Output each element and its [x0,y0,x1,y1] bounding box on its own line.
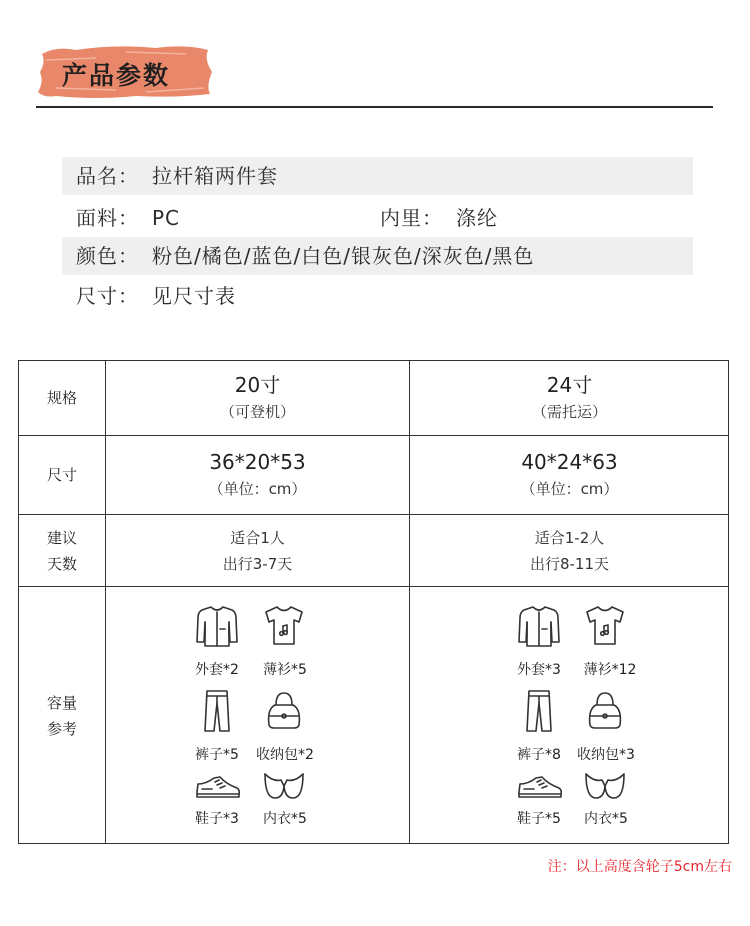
capacity-bra-label: 内衣*5 [263,811,307,827]
capacity-bag-label: 收纳包*3 [577,747,635,763]
param-name-label: 品名： [76,164,139,188]
row-header-capacity-line1: 容量 [46,693,77,712]
pants-icon [516,687,562,733]
capacity-shoes-label: 鞋子*5 [517,811,561,827]
capacity-tshirt-label: 薄衫*5 [263,662,307,678]
param-row-name [62,157,693,195]
spec-value: 24寸 [546,373,593,397]
title-divider [36,106,713,108]
page-title: 产品参数 [62,61,171,90]
row-header-days-line2: 天数 [46,554,77,573]
footnote: 注：以上高度含轮子5cm左右 [547,859,732,875]
param-row-size [62,277,693,315]
unit-note: （单位：cm） [208,480,307,498]
spec-note: （需托运） [531,403,607,421]
row-header-days [19,515,105,586]
row-header-spec [19,361,105,435]
bra-icon [582,762,628,808]
param-lining-value: 涤纶 [456,206,498,230]
days-value: 出行3-7天 [222,554,293,573]
param-name-value: 拉杆箱两件套 [152,164,278,188]
row-header-capacity [19,587,105,844]
size-cell-24 [410,436,729,514]
sneaker-icon [194,762,240,808]
jacket-icon [516,602,562,648]
days-cell-24 [410,515,729,586]
dimensions-value: 36*20*53 [209,450,306,474]
dimensions-value: 40*24*63 [521,450,618,474]
unit-note: （单位：cm） [520,480,619,498]
handbag-icon [261,687,307,733]
capacity-pants-label: 裤子*8 [517,747,561,763]
capacity-tshirt-label: 薄衫*12 [583,662,637,678]
capacity-shoes-label: 鞋子*3 [195,811,239,827]
row-header-size-label: 尺寸 [46,466,77,484]
days-value: 出行8-11天 [529,554,610,573]
param-size-label: 尺寸： [76,284,139,308]
capacity-bra-label: 内衣*5 [584,811,628,827]
people-value: 适合1人 [230,528,285,547]
param-row-material [62,199,693,237]
days-cell-20 [106,515,409,586]
param-color-value: 粉色/橘色/蓝色/白色/银灰色/深灰色/黑色 [152,244,535,268]
tshirt-icon [261,602,307,648]
row-header-days-line1: 建议 [46,528,77,547]
row-header-size [19,436,105,514]
capacity-jacket-label: 外套*3 [517,662,561,678]
spec-cell-24 [410,361,729,435]
spec-value: 20寸 [234,373,281,397]
tshirt-icon [582,602,628,648]
capacity-bag-label: 收纳包*2 [256,747,314,763]
param-material-label: 面料： [76,206,139,230]
spec-note: （可登机） [219,403,295,421]
people-value: 适合1-2人 [534,528,605,547]
capacity-pants-label: 裤子*5 [195,747,239,763]
handbag-icon [582,687,628,733]
param-size-value: 见尺寸表 [152,284,236,308]
param-row-color [62,237,693,275]
size-cell-20 [106,436,409,514]
capacity-jacket-label: 外套*2 [195,662,239,678]
row-header-spec-label: 规格 [46,389,77,407]
table-divider [19,586,728,587]
sneaker-icon [516,762,562,808]
param-lining-label: 内里： [380,206,443,230]
row-header-capacity-line2: 参考 [46,719,77,738]
spec-cell-20 [106,361,409,435]
jacket-icon [194,602,240,648]
param-color-label: 颜色： [76,244,139,268]
size-table [18,360,729,844]
param-material-value: PC [152,206,181,230]
bra-icon [261,762,307,808]
pants-icon [194,687,240,733]
